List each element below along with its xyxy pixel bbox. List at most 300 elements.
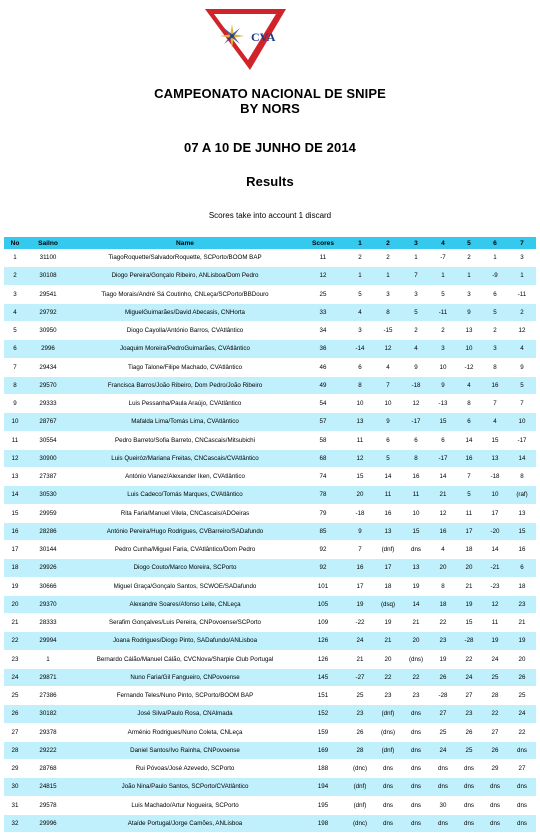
cell-no: 29 xyxy=(4,760,26,778)
table-row xyxy=(4,577,536,595)
cell-name: Tiago Talone/Filipe Machado, CVAtlântico xyxy=(70,358,300,376)
cell-sailno: 27386 xyxy=(26,687,70,705)
cell-race-6: -21 xyxy=(482,559,508,577)
cell-race-1: 23 xyxy=(346,705,374,723)
cell-race-4: 27 xyxy=(430,705,456,723)
cell-name: António Vianez/Alexander Iken, CVAtlântico xyxy=(70,468,300,486)
cell-race-1: 4 xyxy=(346,303,374,321)
cell-race-7: 23 xyxy=(508,595,536,613)
cell-scores: 151 xyxy=(300,687,346,705)
cell-name: Pedro Barreto/Sofia Barreto, CNCascais/Mitsubichi xyxy=(70,431,300,449)
cell-race-5: 21 xyxy=(456,577,482,595)
cell-no: 23 xyxy=(4,650,26,668)
cell-no: 24 xyxy=(4,668,26,686)
cell-race-2: 3 xyxy=(374,285,402,303)
header-col-race-3: 3 xyxy=(402,237,430,249)
cell-name: Alexandre Soares/Afonso Leite, CNLeça xyxy=(70,595,300,613)
cell-sailno: 29434 xyxy=(26,358,70,376)
cell-race-2: 13 xyxy=(374,522,402,540)
cell-race-5: 14 xyxy=(456,431,482,449)
cell-name: Mafalda Lima/Tomás Lima, CVAtlântico xyxy=(70,413,300,431)
cell-race-5: 25 xyxy=(456,741,482,759)
cell-race-2: 18 xyxy=(374,577,402,595)
cell-sailno: 29994 xyxy=(26,632,70,650)
table-row xyxy=(4,449,536,467)
cell-race-5: 2 xyxy=(456,249,482,267)
cell-sailno: 29333 xyxy=(26,395,70,413)
cell-race-1: -22 xyxy=(346,614,374,632)
cell-scores: 188 xyxy=(300,760,346,778)
cell-race-2: 19 xyxy=(374,614,402,632)
cell-race-2: 11 xyxy=(374,486,402,504)
cell-race-4: 23 xyxy=(430,632,456,650)
cell-race-1: 12 xyxy=(346,449,374,467)
cell-race-1: 25 xyxy=(346,687,374,705)
cell-race-3: 7 xyxy=(402,267,430,285)
cell-race-6: 6 xyxy=(482,285,508,303)
cell-scores: 198 xyxy=(300,814,346,832)
cell-race-6: 13 xyxy=(482,449,508,467)
cell-race-3: 4 xyxy=(402,340,430,358)
table-row xyxy=(4,413,536,431)
header-col-race-7: 7 xyxy=(508,237,536,249)
cell-race-4: dns xyxy=(430,778,456,796)
cell-race-3: 21 xyxy=(402,614,430,632)
cell-race-1: 1 xyxy=(346,267,374,285)
cell-name: Luis Machado/Artur Nogueira, SCPorto xyxy=(70,796,300,814)
cell-race-4: 3 xyxy=(430,340,456,358)
cell-race-2: 10 xyxy=(374,395,402,413)
cell-sailno: 28333 xyxy=(26,614,70,632)
cell-scores: 49 xyxy=(300,376,346,394)
cell-race-6: -23 xyxy=(482,577,508,595)
cell-scores: 195 xyxy=(300,796,346,814)
cell-name: Diogo Pereira/Gonçalo Ribeiro, ANLisboa/Dom Pedro xyxy=(70,267,300,285)
cell-race-6: dns xyxy=(482,796,508,814)
cell-race-4: dns xyxy=(430,814,456,832)
results-heading: Results xyxy=(246,174,294,189)
cell-scores: 194 xyxy=(300,778,346,796)
cell-race-4: 18 xyxy=(430,595,456,613)
cell-sailno: 28286 xyxy=(26,522,70,540)
cell-race-4: 26 xyxy=(430,668,456,686)
table-row xyxy=(4,796,536,814)
cell-race-6: 17 xyxy=(482,504,508,522)
cell-sailno: 29370 xyxy=(26,595,70,613)
cell-scores: 105 xyxy=(300,595,346,613)
cell-race-2: 1 xyxy=(374,267,402,285)
svg-text:CVA: CVA xyxy=(251,30,276,44)
cell-race-3: 11 xyxy=(402,486,430,504)
cell-race-6: 22 xyxy=(482,705,508,723)
cell-race-1: 5 xyxy=(346,285,374,303)
cell-race-3: 8 xyxy=(402,449,430,467)
cell-race-5: 19 xyxy=(456,595,482,613)
cell-race-5: 13 xyxy=(456,322,482,340)
table-row xyxy=(4,741,536,759)
cell-scores: 12 xyxy=(300,267,346,285)
cell-no: 27 xyxy=(4,723,26,741)
cell-sailno: 30950 xyxy=(26,322,70,340)
cell-race-2: 17 xyxy=(374,559,402,577)
table-row xyxy=(4,632,536,650)
cell-race-6: 10 xyxy=(482,486,508,504)
cell-race-7: 19 xyxy=(508,632,536,650)
event-dates: 07 A 10 DE JUNHO DE 2014 xyxy=(184,140,356,155)
cell-race-6: 15 xyxy=(482,431,508,449)
cell-race-5: 6 xyxy=(456,413,482,431)
cell-no: 13 xyxy=(4,468,26,486)
table-row xyxy=(4,376,536,394)
cell-race-5: 7 xyxy=(456,468,482,486)
cell-no: 28 xyxy=(4,741,26,759)
cell-race-7: 10 xyxy=(508,413,536,431)
cell-race-7: 14 xyxy=(508,449,536,467)
cell-race-2: 4 xyxy=(374,358,402,376)
cell-race-2: 16 xyxy=(374,504,402,522)
header-col-name: Name xyxy=(70,237,300,249)
cell-race-2: (dsq) xyxy=(374,595,402,613)
cell-race-3: 14 xyxy=(402,595,430,613)
cell-race-2: 8 xyxy=(374,303,402,321)
cell-name: José Silva/Paulo Rosa, CNAlmada xyxy=(70,705,300,723)
cell-scores: 54 xyxy=(300,395,346,413)
cell-race-4: 25 xyxy=(430,723,456,741)
cell-scores: 74 xyxy=(300,468,346,486)
cell-race-5: 11 xyxy=(456,504,482,522)
cell-race-4: 16 xyxy=(430,522,456,540)
cell-race-3: dns xyxy=(402,760,430,778)
header-col-race-6: 6 xyxy=(482,237,508,249)
header-col-scores: Scores xyxy=(300,237,346,249)
cell-race-1: 10 xyxy=(346,395,374,413)
cell-scores: 109 xyxy=(300,614,346,632)
cell-name: Luis Cadeco/Tomás Marques, CVAtlântico xyxy=(70,486,300,504)
cva-logo xyxy=(200,6,290,76)
cell-sailno: 30530 xyxy=(26,486,70,504)
cell-race-5: dns xyxy=(456,796,482,814)
cell-no: 10 xyxy=(4,413,26,431)
cell-race-7: 16 xyxy=(508,541,536,559)
cell-race-3: 1 xyxy=(402,249,430,267)
cell-scores: 145 xyxy=(300,668,346,686)
cell-race-7: -17 xyxy=(508,431,536,449)
cell-name: Nuno Faria/Gil Fangueiro, CNPovoense xyxy=(70,668,300,686)
table-row xyxy=(4,322,536,340)
cell-no: 31 xyxy=(4,796,26,814)
cell-race-4: -28 xyxy=(430,687,456,705)
cell-sailno: 29926 xyxy=(26,559,70,577)
cell-race-2: (dnf) xyxy=(374,541,402,559)
cell-race-2: dns xyxy=(374,778,402,796)
cell-race-7: 2 xyxy=(508,303,536,321)
cell-name: Joaquim Moreira/PedroGuimarães, CVAtlântico xyxy=(70,340,300,358)
table-row xyxy=(4,760,536,778)
cell-name: Bernardo Cálão/Manuel Cálão, CVCNova/Sharpie Club Portugal xyxy=(70,650,300,668)
cell-scores: 36 xyxy=(300,340,346,358)
cell-race-7: 25 xyxy=(508,687,536,705)
cell-sailno: 29570 xyxy=(26,376,70,394)
cell-scores: 79 xyxy=(300,504,346,522)
cell-no: 15 xyxy=(4,504,26,522)
table-row xyxy=(4,559,536,577)
cell-race-6: -20 xyxy=(482,522,508,540)
cell-race-7: 3 xyxy=(508,249,536,267)
cell-race-4: 1 xyxy=(430,267,456,285)
cell-race-6: 28 xyxy=(482,687,508,705)
table-row xyxy=(4,814,536,832)
cell-race-5: 8 xyxy=(456,395,482,413)
cell-race-5: dns xyxy=(456,760,482,778)
cell-race-5: 3 xyxy=(456,285,482,303)
cell-race-3: 19 xyxy=(402,577,430,595)
cell-race-7: dns xyxy=(508,796,536,814)
cell-race-2: 14 xyxy=(374,468,402,486)
cell-scores: 33 xyxy=(300,303,346,321)
cell-race-1: -18 xyxy=(346,504,374,522)
cell-race-3: 3 xyxy=(402,285,430,303)
cell-race-5: 15 xyxy=(456,614,482,632)
table-row xyxy=(4,486,536,504)
cell-race-2: dns xyxy=(374,760,402,778)
cell-race-1: 15 xyxy=(346,468,374,486)
cell-race-2: 6 xyxy=(374,431,402,449)
cell-scores: 34 xyxy=(300,322,346,340)
cell-race-7: -11 xyxy=(508,285,536,303)
cell-name: Diogo Couto/Marco Moreira, SCPorto xyxy=(70,559,300,577)
cell-race-2: 7 xyxy=(374,376,402,394)
cell-scores: 85 xyxy=(300,522,346,540)
cell-race-3: dns xyxy=(402,723,430,741)
cell-name: António Pereira/Hugo Rodrigues, CVBarreiro/SADafundo xyxy=(70,522,300,540)
cell-race-7: 18 xyxy=(508,577,536,595)
cell-no: 21 xyxy=(4,614,26,632)
cell-race-7: dns xyxy=(508,814,536,832)
cell-no: 26 xyxy=(4,705,26,723)
cell-sailno: 29378 xyxy=(26,723,70,741)
cell-scores: 11 xyxy=(300,249,346,267)
cell-name: João Nina/Paulo Santos, SCPorto/CVAtlântico xyxy=(70,778,300,796)
cell-race-1: (dnf) xyxy=(346,796,374,814)
cell-name: MiguelGuimarães/David Abecasis, CNHorta xyxy=(70,303,300,321)
cell-sailno: 30108 xyxy=(26,267,70,285)
cell-race-6: 4 xyxy=(482,413,508,431)
cell-no: 20 xyxy=(4,595,26,613)
cell-race-2: -15 xyxy=(374,322,402,340)
cell-race-1: 13 xyxy=(346,413,374,431)
table-body xyxy=(4,249,536,833)
cell-name: Miguel Graça/Gonçalo Santos, SCWOE/SADafundo xyxy=(70,577,300,595)
cell-race-5: dns xyxy=(456,814,482,832)
cell-race-7: 15 xyxy=(508,522,536,540)
cell-race-1: 3 xyxy=(346,322,374,340)
cell-sailno: 30554 xyxy=(26,431,70,449)
cell-race-4: -17 xyxy=(430,449,456,467)
table-row xyxy=(4,595,536,613)
cell-race-3: dns xyxy=(402,778,430,796)
cell-race-7: dns xyxy=(508,778,536,796)
cell-race-5: 22 xyxy=(456,650,482,668)
cell-race-7: 9 xyxy=(508,358,536,376)
cell-race-7: 22 xyxy=(508,723,536,741)
cell-race-3: 10 xyxy=(402,504,430,522)
cell-name: Rita Faria/Manuel Vilela, CNCascais/ADOeiras xyxy=(70,504,300,522)
cell-race-6: 1 xyxy=(482,249,508,267)
table-row xyxy=(4,522,536,540)
cell-race-7: 13 xyxy=(508,504,536,522)
cell-race-2: (dns) xyxy=(374,723,402,741)
cell-race-6: 2 xyxy=(482,322,508,340)
cell-no: 8 xyxy=(4,376,26,394)
cell-no: 17 xyxy=(4,541,26,559)
cell-race-7: 5 xyxy=(508,376,536,394)
cell-no: 12 xyxy=(4,449,26,467)
cell-race-6: 24 xyxy=(482,650,508,668)
title-line-1: CAMPEONATO NACIONAL DE SNIPE xyxy=(154,86,386,101)
cell-sailno: 28768 xyxy=(26,760,70,778)
cell-race-2: 23 xyxy=(374,687,402,705)
cell-race-3: dns xyxy=(402,541,430,559)
cell-race-4: 10 xyxy=(430,358,456,376)
cell-race-4: 21 xyxy=(430,486,456,504)
cell-sailno: 29996 xyxy=(26,814,70,832)
cell-name: Rui Póvoas/José Azevedo, SCPorto xyxy=(70,760,300,778)
cell-name: Serafim Gonçalves/Luis Pereira, CNPovoense/SCPorto xyxy=(70,614,300,632)
cell-scores: 46 xyxy=(300,358,346,376)
cell-sailno: 30900 xyxy=(26,449,70,467)
cell-race-4: -13 xyxy=(430,395,456,413)
cell-race-3: 6 xyxy=(402,431,430,449)
cell-sailno: 29871 xyxy=(26,668,70,686)
cell-sailno: 24815 xyxy=(26,778,70,796)
cell-no: 6 xyxy=(4,340,26,358)
cell-race-7: 6 xyxy=(508,559,536,577)
cell-race-3: -18 xyxy=(402,376,430,394)
cell-race-1: 8 xyxy=(346,376,374,394)
cell-race-2: 9 xyxy=(374,413,402,431)
cell-race-7: 12 xyxy=(508,322,536,340)
header-col-race-5: 5 xyxy=(456,237,482,249)
cell-race-3: dns xyxy=(402,796,430,814)
cell-race-3: 13 xyxy=(402,559,430,577)
cell-race-4: 19 xyxy=(430,650,456,668)
cell-race-5: 18 xyxy=(456,541,482,559)
table-row xyxy=(4,778,536,796)
cell-race-5: 5 xyxy=(456,486,482,504)
cell-race-5: 17 xyxy=(456,522,482,540)
cell-race-1: 19 xyxy=(346,595,374,613)
cell-race-6: 14 xyxy=(482,541,508,559)
cell-scores: 57 xyxy=(300,413,346,431)
cell-race-7: 7 xyxy=(508,395,536,413)
cell-race-7: 27 xyxy=(508,760,536,778)
cell-no: 7 xyxy=(4,358,26,376)
cell-race-4: 14 xyxy=(430,468,456,486)
cell-race-4: dns xyxy=(430,760,456,778)
cell-name: Joana Rodrigues/Diogo Pinto, SADafundo/ANLisboa xyxy=(70,632,300,650)
cell-race-5: 10 xyxy=(456,340,482,358)
cell-no: 22 xyxy=(4,632,26,650)
cell-sailno: 30144 xyxy=(26,541,70,559)
header-col-race-4: 4 xyxy=(430,237,456,249)
header-col-race-2: 2 xyxy=(374,237,402,249)
cell-race-3: 22 xyxy=(402,668,430,686)
cell-race-6: 25 xyxy=(482,668,508,686)
cell-sailno: 29792 xyxy=(26,303,70,321)
table-row xyxy=(4,504,536,522)
cell-race-7: 26 xyxy=(508,668,536,686)
cell-race-1: 28 xyxy=(346,741,374,759)
cell-race-6: 27 xyxy=(482,723,508,741)
cell-scores: 68 xyxy=(300,449,346,467)
cell-no: 9 xyxy=(4,395,26,413)
cell-race-3: 20 xyxy=(402,632,430,650)
results-table xyxy=(4,237,536,833)
cell-race-2: 12 xyxy=(374,340,402,358)
cell-race-5: 20 xyxy=(456,559,482,577)
cell-no: 30 xyxy=(4,778,26,796)
cell-race-7: 4 xyxy=(508,340,536,358)
table-row xyxy=(4,285,536,303)
cell-race-3: dns xyxy=(402,741,430,759)
cell-race-5: dns xyxy=(456,778,482,796)
cell-race-1: -27 xyxy=(346,668,374,686)
cell-race-3: -17 xyxy=(402,413,430,431)
scores-note: Scores take into account 1 discard xyxy=(208,211,332,220)
cell-no: 25 xyxy=(4,687,26,705)
cell-race-4: 2 xyxy=(430,322,456,340)
cell-race-4: 8 xyxy=(430,577,456,595)
cell-scores: 78 xyxy=(300,486,346,504)
cell-race-7: (raf) xyxy=(508,486,536,504)
cell-race-6: 29 xyxy=(482,760,508,778)
cell-name: Ataíde Portugal/Jorge Camões, ANLisboa xyxy=(70,814,300,832)
table-row xyxy=(4,541,536,559)
cell-race-4: 12 xyxy=(430,504,456,522)
header-col-no: No xyxy=(4,237,26,249)
cell-race-7: 1 xyxy=(508,267,536,285)
cell-race-6: dns xyxy=(482,814,508,832)
table-row xyxy=(4,358,536,376)
cell-race-3: 2 xyxy=(402,322,430,340)
cell-race-5: -12 xyxy=(456,358,482,376)
cell-race-3: (dns) xyxy=(402,650,430,668)
cell-race-7: 21 xyxy=(508,614,536,632)
cell-race-4: 5 xyxy=(430,285,456,303)
cell-no: 4 xyxy=(4,303,26,321)
table-row xyxy=(4,431,536,449)
cell-race-1: 7 xyxy=(346,541,374,559)
cell-race-3: 23 xyxy=(402,687,430,705)
cell-no: 14 xyxy=(4,486,26,504)
cell-race-1: 20 xyxy=(346,486,374,504)
cell-race-3: 5 xyxy=(402,303,430,321)
cell-scores: 25 xyxy=(300,285,346,303)
cell-race-5: 9 xyxy=(456,303,482,321)
cell-race-7: 8 xyxy=(508,468,536,486)
cell-race-4: 9 xyxy=(430,376,456,394)
table-row xyxy=(4,340,536,358)
cell-scores: 126 xyxy=(300,650,346,668)
cell-race-4: -7 xyxy=(430,249,456,267)
table-header-row xyxy=(4,237,536,249)
cell-no: 2 xyxy=(4,267,26,285)
cell-sailno: 29959 xyxy=(26,504,70,522)
cell-race-4: 22 xyxy=(430,614,456,632)
cell-scores: 58 xyxy=(300,431,346,449)
cell-race-1: 6 xyxy=(346,358,374,376)
cell-race-6: dns xyxy=(482,778,508,796)
